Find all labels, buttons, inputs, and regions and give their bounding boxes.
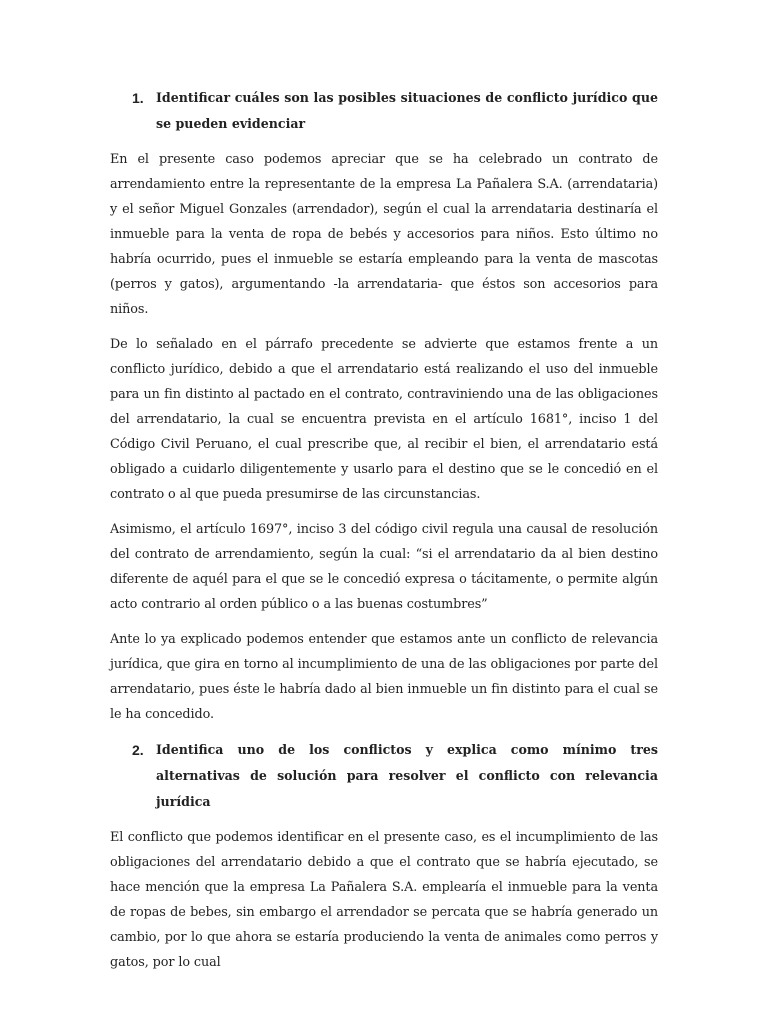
paragraph: De lo señalado en el párrafo precedente se advierte que estamos frente a un conflicto jurídico, debido a que el arrendatario está realizando el uso del inmueble para un fin distinto al pactado en el contrato, contraviniendo una de las obligaciones del arrendatario, la cual se encuentra prevista en el artículo 1681°, inciso 1 del Código Civil Peruano, el cual prescribe que, al recibir el bien, el arrendatario está obligado a cuidarlo diligentemente y usarlo para el destino que se le concedió en el contrato o al que pueda presumirse de las circunstancias. [110, 337, 658, 502]
paragraph: Ante lo ya explicado podemos entender que estamos ante un conflicto de relevancia jurídica, que gira en torno al incumplimiento de una de las obligaciones por parte del arrendatario, pues éste le habría dado al bien inmueble un fin distinto para el cual se le ha concedido. [110, 632, 658, 722]
section-number: 2. [132, 742, 144, 758]
section-number: 1. [132, 90, 144, 106]
paragraph: Asimismo, el artículo 1697°, inciso 3 del código civil regula una causal de resolución del contrato de arrendamiento, según la cual: “si el arrendatario da al bien destino diferente de aquél para el que se le concedió expresa o tácitamente, o permite algún acto contrario al orden público o a las buenas costumbres” [110, 522, 658, 612]
paragraph: El conflicto que podemos identificar en el presente caso, es el incumplimiento de las obligaciones del arrendatario debido a que el contrato que se habría ejecutado, se hace mención que la empresa La Pañalera S.A. emplearía el inmueble para la venta de ropas de bebes, sin embargo el arrendador se percata que se habría generado un cambio, por lo que ahora se estaría produciendo la venta de animales como perros y gatos, por lo cual [110, 830, 658, 970]
paragraph: En el presente caso podemos apreciar que se ha celebrado un contrato de arrendamiento entre la representante de la empresa La Pañalera S.A. (arrendataria) y el señor Miguel Gonzales (arrendador), según el cual la arrendataria destinaría el inmueble para la venta de ropa de bebés y accesorios para niños. Esto último no habría ocurrido, pues el inmueble se estaría empleando para la venta de mascotas (perros y gatos), argumentando -la arrendataria- que éstos son accesorios para niños. [110, 152, 658, 317]
document-page [110, 85, 658, 985]
section-title: Identificar cuáles son las posibles situaciones de conflicto jurídico que se pueden evidenciar [156, 90, 658, 131]
section-title: Identifica uno de los conflictos y explica como mínimo tres alternativas de solución para resolver el conflicto con relevancia jurídica [156, 742, 658, 809]
section-heading-1 [110, 85, 658, 137]
section-heading-2 [110, 737, 658, 815]
